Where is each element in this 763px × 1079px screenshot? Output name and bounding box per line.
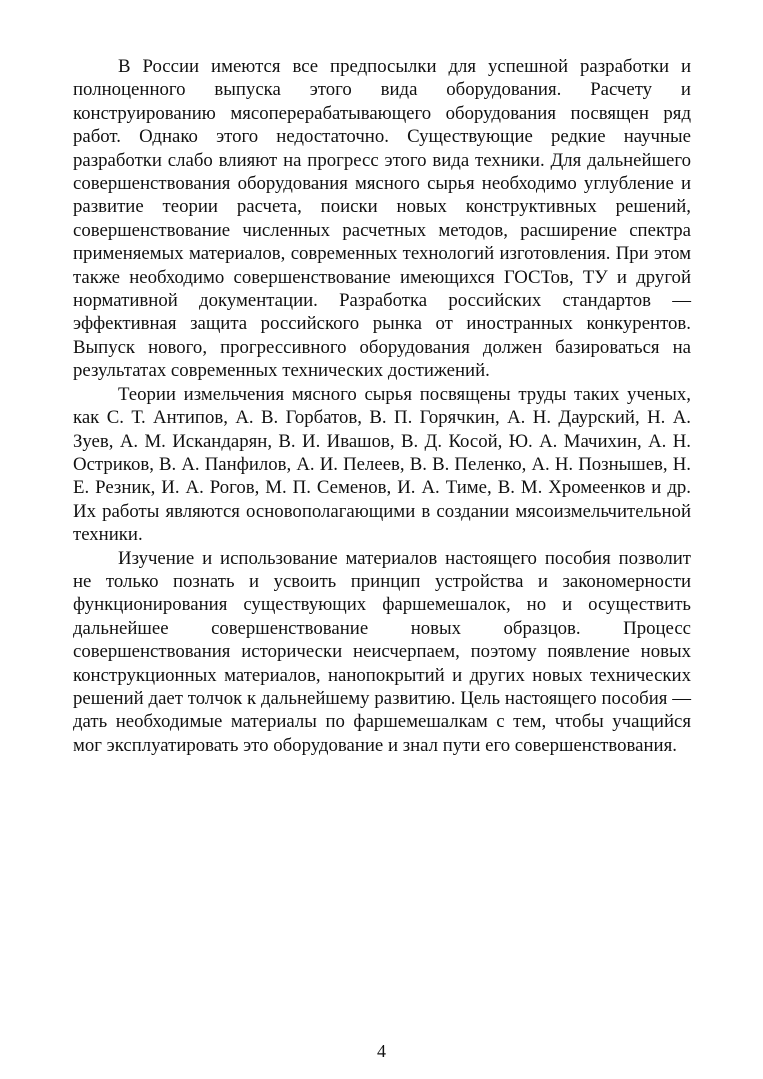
page-body — [73, 55, 691, 757]
paragraph-scientists: Теории измельчения мясного сырья посвящены труды таких ученых, как С. Т. Антипов, А. В. Горбатов, В. П. Горячкин, А. Н. Даурский, Н. А. Зуев, А. М. Искандарян, В. И. Ивашов, В. Д. Косой, Ю. А. Мачихин, А. Н. Остриков, В. А. Панфилов, А. И. Пелеев, В. В. Пеленко, А. Н. Познышев, Н. Е. Резник, И. А. Рогов, М. П. Семенов, И. А. Тиме, В. М. Хромеенков и др. Их работы являются основополагающими в создании мясоизмельчительной техники. — [73, 383, 691, 546]
paragraph-manual-purpose: Изучение и использование материалов настоящего пособия позволит не только познать и усвоить принцип устройства и закономерности функционирования существующих фаршемешалок, но и осуществить дальнейшее совершенствование новых образцов. Процесс совершенствования исторически неисчерпаем, поэтому появление новых конструкционных материалов, нанопокрытий и других новых технических решений дает толчок к дальнейшему развитию. Цель настоящего пособия — дать необходимые материалы по фаршемешалкам с тем, чтобы учащийся мог эксплуатировать это оборудование и знал пути его совершенствования. — [73, 547, 691, 756]
paragraph-prerequisites: В России имеются все предпосылки для успешной разработки и полноценного выпуска этого вида оборудования. Расчету и конструированию мясоперерабатывающего оборудования посвящен ряд работ. Однако этого недостаточно. Существующие редкие научные разработки слабо влияют на прогресс этого вида техники. Для дальнейшего совершенствования оборудования мясного сырья необходимо углубление и развитие теории расчета, поиски новых конструктивных решений, совершенствование численных расчетных методов, расширение спектра применяемых материалов, современных технологий изготовления. При этом также необходимо совершенствование имеющихся ГОСТов, ТУ и другой нормативной документации. Разработка российских стандартов — эффективная защита российского рынка от иностранных конкурентов. Выпуск нового, прогрессивного оборудования должен базироваться на результатах современных технических достижений. — [73, 56, 691, 382]
page-number: 4 — [377, 1041, 386, 1061]
